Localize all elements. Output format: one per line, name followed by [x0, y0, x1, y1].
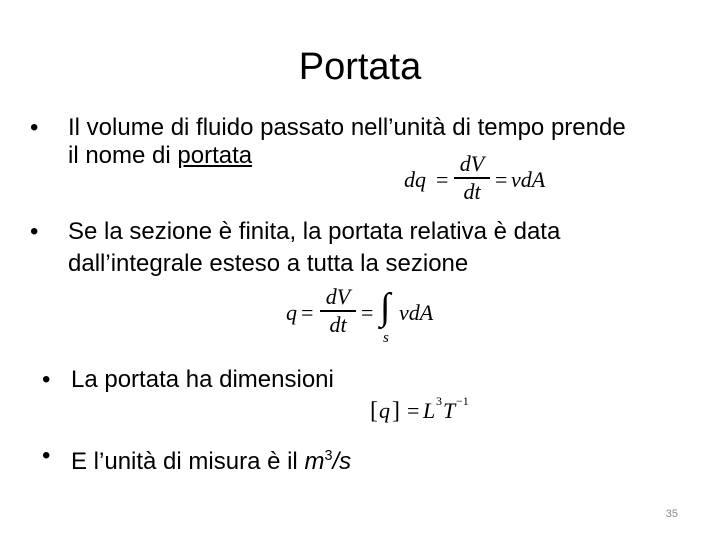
- bullet-2-line-1: Se la sezione è finita, la portata relativa è data: [68, 218, 561, 245]
- formula-3-close-bracket: ]: [392, 398, 400, 424]
- page-number: 35: [665, 508, 678, 520]
- bullet-4-symbol: •: [42, 442, 51, 469]
- bullet-1-line-2-prefix: il nome di: [68, 142, 178, 169]
- formula-3-L-exponent: 3: [436, 394, 442, 408]
- formula-2-subscript: s: [383, 330, 389, 346]
- formula-2-lhs: q: [286, 300, 297, 325]
- formula-3-equals: =: [407, 398, 420, 423]
- slide-title: Portata: [298, 46, 422, 88]
- formula-integral-flow-rate: [282, 284, 452, 350]
- integral-sign: ∫: [380, 286, 391, 328]
- bullet-4-line-1: [71, 442, 351, 476]
- formula-3-L: L: [423, 398, 436, 423]
- formula-3-lhs: q: [379, 398, 390, 423]
- formula-flow-rate: [404, 152, 584, 212]
- formula-1-fraction: [454, 152, 490, 204]
- formula-1-numerator: dV: [459, 151, 485, 176]
- formula-1-denominator: dt: [463, 178, 481, 204]
- formula-3-open-bracket: [: [370, 398, 378, 424]
- bullet-3-line-1: La portata ha dimensioni: [71, 366, 334, 393]
- formula-1-equals-1: =: [436, 167, 449, 192]
- bullet-1-symbol: •: [30, 114, 39, 141]
- formula-dimensions: [370, 396, 490, 430]
- bullet-2-line-2: dall’integrale esteso a tutta la sezione: [68, 250, 469, 277]
- unit-exponent: 3: [324, 448, 333, 464]
- bullet-3: [30, 366, 710, 396]
- formula-2-equals-2: =: [361, 300, 374, 325]
- bullet-3-symbol: •: [42, 366, 51, 393]
- formula-3-T: T: [443, 398, 456, 423]
- portata-link[interactable]: portata: [177, 142, 253, 169]
- bullet-4: [30, 442, 710, 475]
- bullet-4-prefix: E l’unità di misura è il: [71, 448, 305, 475]
- formula-2-numerator: dV: [325, 284, 351, 309]
- bullet-1: [30, 114, 710, 174]
- bullet-2-symbol: •: [30, 218, 39, 245]
- bullet-1-line-2: [68, 142, 252, 170]
- formula-3-T-exponent: −1: [456, 394, 469, 408]
- formula-1-lhs: dq: [404, 167, 426, 192]
- formula-2-equals-1: =: [301, 300, 314, 325]
- unit-suffix: /s: [332, 448, 352, 475]
- bullet-1-line-1: Il volume di fluido passato nell’unità di tempo prende: [68, 114, 626, 141]
- unit-base: m: [304, 448, 325, 475]
- formula-2-fraction: [320, 285, 356, 337]
- bullet-2: [30, 218, 710, 278]
- formula-1-rhs: vdA: [511, 167, 546, 192]
- formula-2-denominator: dt: [329, 311, 347, 337]
- formula-2-integrand: vdA: [399, 300, 434, 325]
- formula-1-equals-2: =: [495, 167, 508, 192]
